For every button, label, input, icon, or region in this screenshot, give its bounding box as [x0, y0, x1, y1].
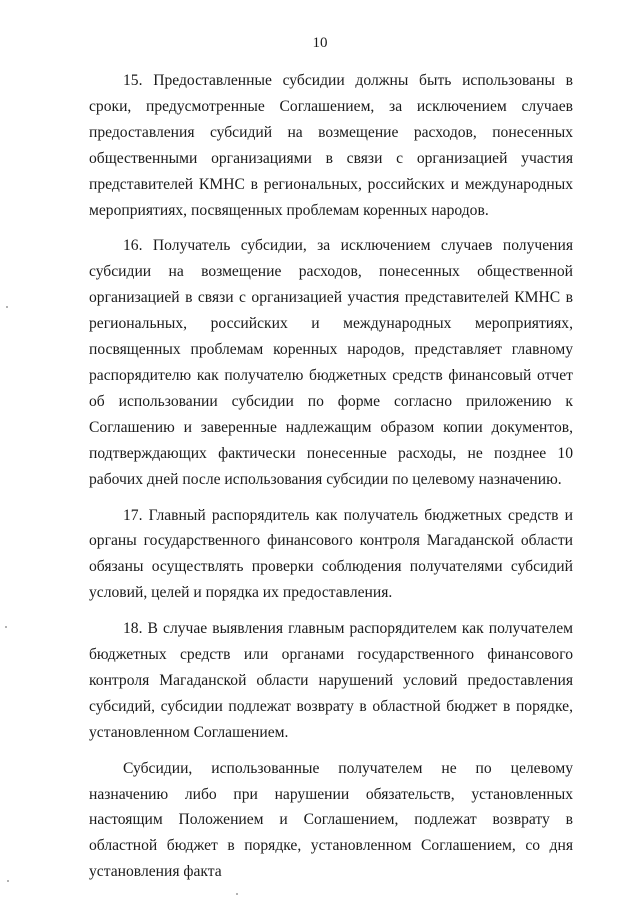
scan-speck [6, 306, 8, 308]
paragraph-subsidies-return: Субсидии, использованные получателем не по целевому назначению либо при нарушении обязательств, установленных настоящим Положением и Соглашением, подлежат возврату в областной бюджет в порядке, установленном Соглашением, со дня установления факта [89, 759, 573, 881]
paragraph-15: 15. Предоставленные субсидии должны быть использованы в сроки, предусмотренные Соглашением, за исключением случаев предоставления субсидий на возмещение расходов, понесенных общественными организациями в связи с организацией участия представителей КМНС в региональных, российских и международных мероприятиях, посвященных проблемам коренных народов. [89, 72, 573, 219]
scan-speck [236, 893, 238, 895]
page-number: 10 [312, 35, 328, 51]
scan-speck [5, 626, 7, 628]
paragraph-18: 18. В случае выявления главным распорядителем как получателем бюджетных средств или органами государственного финансового контроля Магаданской области нарушений условий предоставления субсидий, субсидии подлежат возврату в областной бюджет в порядке, установленном Соглашением. [89, 620, 573, 741]
scan-speck [7, 880, 9, 882]
document-body [89, 68, 573, 885]
paragraph-16: 16. Получатель субсидии, за исключением случаев получения субсидии на возмещение расходов, понесенных общественной организацией в связи с организацией участия представителей КМНС в региональных, российских и международных мероприятиях, посвященных проблемам коренных народов, представляет главному распорядителю как получателю бюджетных средств финансовый отчет об использовании субсидии по форме согласно приложению к Соглашению и заверенные надлежащим образом копии документов, подтверждающих фактически понесенные расходы, не позднее 10 рабочих дней после использования субсидии по целевому назначению. [89, 237, 573, 488]
paragraph-17: 17. Главный распорядитель как получатель бюджетных средств и органы государственного финансового контроля Магаданской области обязаны осуществлять проверки соблюдения получателями субсидий условий, целей и порядка их предоставления. [89, 506, 573, 602]
